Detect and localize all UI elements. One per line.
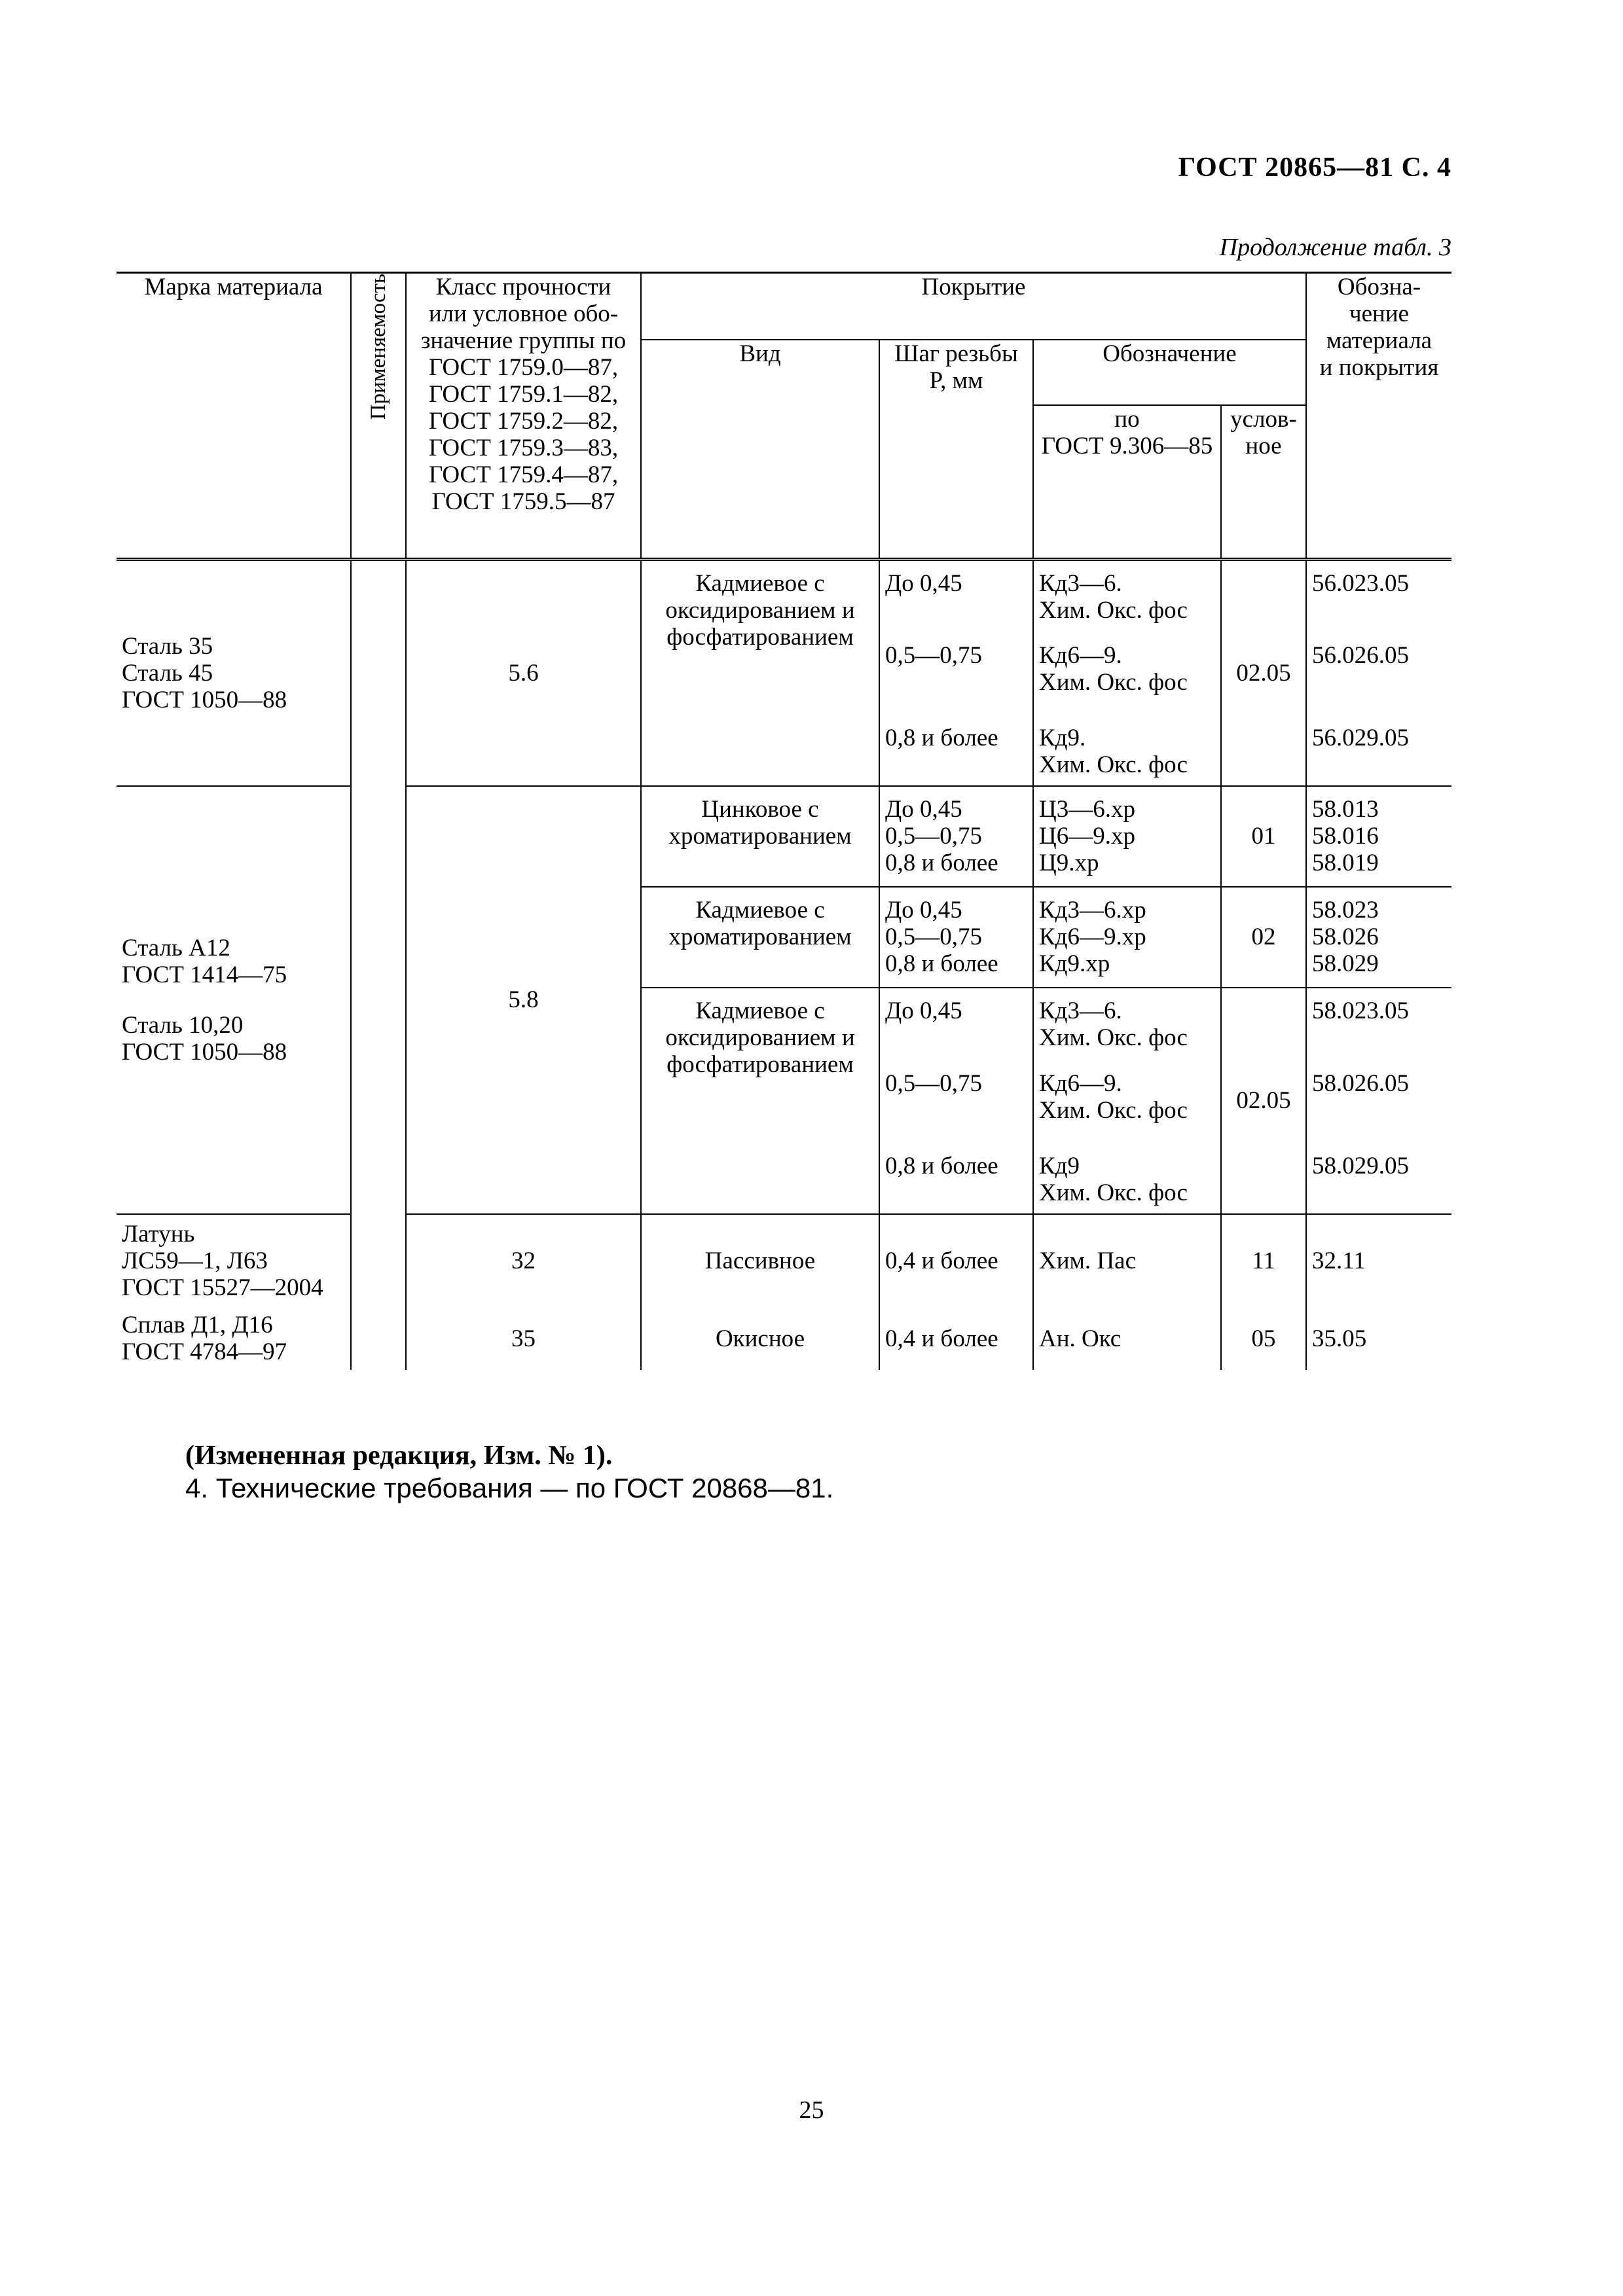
table-row: [117, 560, 1451, 642]
conventional-cell: 02: [1221, 887, 1306, 988]
header-applicability-label: Применяемость: [366, 274, 390, 420]
coating-kind-cell: Кадмиевое с оксидированием и фосфатированием: [641, 560, 879, 786]
gost-designation-cell: Кд9. Хим. Окс. фос: [1033, 725, 1221, 786]
material-coating-code-cell: 56.026.05: [1306, 642, 1451, 725]
header-designation: Обозначение: [1033, 340, 1306, 405]
pitch-cell: 0,5—0,75: [879, 642, 1033, 725]
pitch-cell: 0,8 и более: [879, 1153, 1033, 1214]
material-coating-code-cell: 58.023 58.026 58.029: [1306, 887, 1451, 988]
coating-kind-cell: Цинковое с хроматированием: [641, 786, 879, 887]
pitch-cell: До 0,45: [879, 988, 1033, 1070]
gost-designation-cell: Ц3—6.хр Ц6—9.хр Ц9.хр: [1033, 786, 1221, 887]
pitch-cell: До 0,45 0,5—0,75 0,8 и более: [879, 786, 1033, 887]
header-kind: Вид: [641, 340, 879, 560]
gost-designation-cell: Кд6—9. Хим. Окс. фос: [1033, 1070, 1221, 1153]
gost-designation-cell: Кд3—6. Хим. Окс. фос: [1033, 560, 1221, 642]
material-coating-code-cell: 58.013 58.016 58.019: [1306, 786, 1451, 887]
header-strength-class: Класс прочности или условное обо- значение группы по ГОСТ 1759.0—87, ГОСТ 1759.1—82, ГОСТ 1759.2—82, ГОСТ 1759.3—83, ГОСТ 1759.4—87, ГОСТ 1759.5—87: [406, 273, 641, 560]
gost-designation-cell: Хим. Пас: [1033, 1214, 1221, 1308]
material-cell: Сталь 35 Сталь 45 ГОСТ 1050—88: [117, 560, 351, 786]
material-a: Сталь А12 ГОСТ 1414—75: [122, 934, 287, 988]
header-material-coating: Обозна- чение материала и покрытия: [1306, 273, 1451, 560]
strength-class-cell: 5.8: [406, 786, 641, 1214]
strength-class-cell: 35: [406, 1308, 641, 1370]
material-coating-code-cell: 58.026.05: [1306, 1070, 1451, 1153]
gost-designation-cell: Кд9 Хим. Окс. фос: [1033, 1153, 1221, 1214]
conventional-cell: 02.05: [1221, 988, 1306, 1214]
conventional-cell: 02.05: [1221, 560, 1306, 786]
edition-note: (Измененная редакция, Изм. № 1).: [185, 1441, 613, 1471]
gost-designation-cell: Ан. Окс: [1033, 1308, 1221, 1370]
material-cell: [117, 786, 351, 1214]
gost-designation-cell: Кд6—9. Хим. Окс. фос: [1033, 642, 1221, 725]
header-material: Марка материала: [117, 273, 351, 560]
header-by-gost: по ГОСТ 9.306—85: [1033, 405, 1221, 560]
coating-kind-cell: Кадмиевое с оксидированием и фосфатированием: [641, 988, 879, 1214]
pitch-cell: До 0,45: [879, 560, 1033, 642]
coating-kind-cell: Окисное: [641, 1308, 879, 1370]
material-coating-code-cell: 56.029.05: [1306, 725, 1451, 786]
pitch-cell: 0,5—0,75: [879, 1070, 1033, 1153]
header-applicability: [351, 273, 406, 560]
strength-class-cell: 32: [406, 1214, 641, 1308]
coating-kind-cell: Кадмиевое с хроматированием: [641, 887, 879, 988]
conventional-cell: 11: [1221, 1214, 1306, 1308]
header-coating: Покрытие: [641, 273, 1306, 340]
gost-designation-cell: Кд3—6. Хим. Окс. фос: [1033, 988, 1221, 1070]
coating-kind-cell: Пассивное: [641, 1214, 879, 1308]
strength-class-cell: 5.6: [406, 560, 641, 786]
pitch-cell: 0,4 и более: [879, 1308, 1033, 1370]
pitch-cell: 0,4 и более: [879, 1214, 1033, 1308]
material-cell: Латунь ЛС59—1, Л63 ГОСТ 15527—2004: [117, 1214, 351, 1308]
material-coating-code-cell: 35.05: [1306, 1308, 1451, 1370]
material-cell: Сплав Д1, Д16 ГОСТ 4784—97: [117, 1308, 351, 1370]
header-thread-pitch: Шаг резьбы P, мм: [879, 340, 1033, 560]
conventional-cell: 05: [1221, 1308, 1306, 1370]
requirements-note: 4. Технические требования — по ГОСТ 20868—81.: [185, 1473, 834, 1503]
table-continuation-label: Продолжение табл. 3: [1219, 234, 1451, 261]
coating-table: [117, 272, 1451, 1370]
table-row: [117, 786, 1451, 887]
table-row: [117, 1308, 1451, 1370]
material-coating-code-cell: 58.023.05: [1306, 988, 1451, 1070]
applicability-cell: [351, 560, 406, 1370]
pitch-cell: 0,8 и более: [879, 725, 1033, 786]
table-row: [117, 1214, 1451, 1308]
material-coating-code-cell: 32.11: [1306, 1214, 1451, 1308]
material-b: Сталь 10,20 ГОСТ 1050—88: [122, 1011, 287, 1066]
document-code: ГОСТ 20865—81 С. 4: [1178, 152, 1451, 183]
gost-designation-cell: Кд3—6.хр Кд6—9.хр Кд9.хр: [1033, 887, 1221, 988]
pitch-cell: До 0,45 0,5—0,75 0,8 и более: [879, 887, 1033, 988]
header-conventional: услов- ное: [1221, 405, 1306, 560]
material-coating-code-cell: 58.029.05: [1306, 1153, 1451, 1214]
material-coating-code-cell: 56.023.05: [1306, 560, 1451, 642]
conventional-cell: 01: [1221, 786, 1306, 887]
page-number: 25: [799, 2096, 824, 2124]
